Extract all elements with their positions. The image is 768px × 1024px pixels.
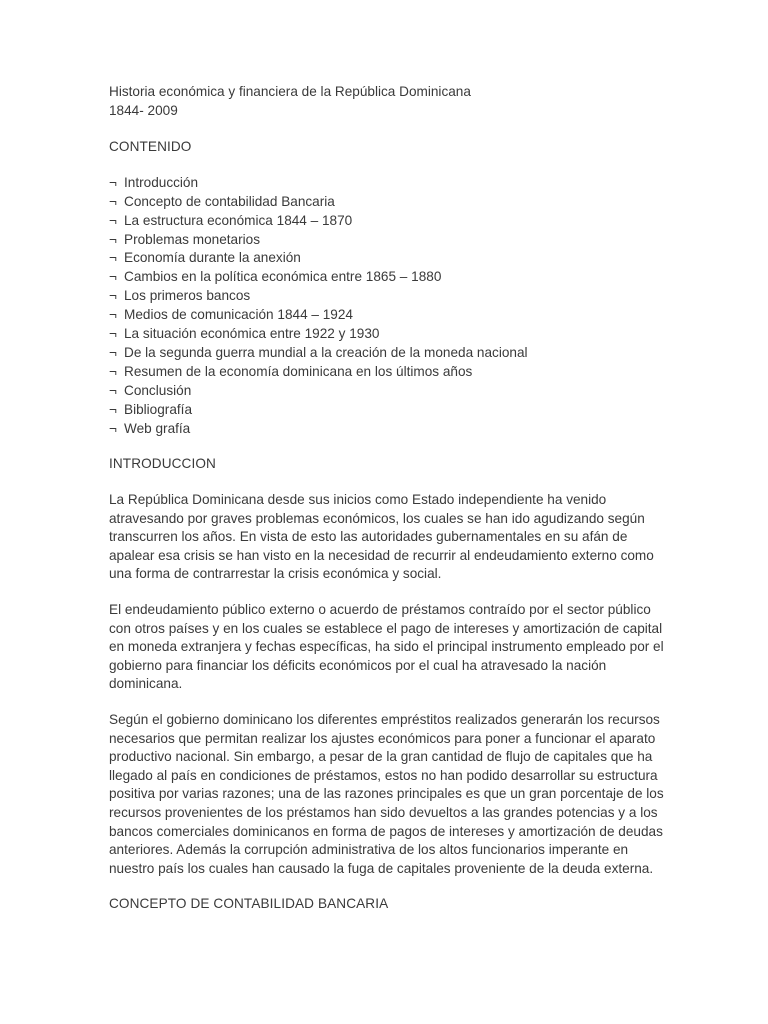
- toc-item: [109, 401, 669, 420]
- intro-paragraph-2: El endeudamiento público externo o acuerdo de préstamos contraído por el sector público con otros países y en los cuales se establece el pago de intereses y amortización de capital en moneda extranjera y fechas específicas, ha sido el principal instrumento empleado por el gobierno para financiar los déficits económicos por el cual ha atravesado la nación dominicana.: [109, 602, 664, 692]
- toc-item: [109, 174, 669, 193]
- toc-bullet: ¬: [109, 212, 117, 228]
- toc-item-label: Conclusión: [124, 382, 192, 398]
- toc-item: [109, 420, 669, 439]
- toc-item: [109, 363, 669, 382]
- document-page: [109, 83, 669, 914]
- toc-item-label: Concepto de contabilidad Bancaria: [124, 193, 335, 209]
- toc-item: [109, 287, 669, 306]
- table-of-contents: [109, 174, 669, 439]
- toc-item-label: Web grafía: [124, 420, 191, 436]
- document-years: 1844- 2009: [109, 102, 178, 118]
- introduction-heading: INTRODUCCION: [109, 456, 216, 472]
- toc-item-label: Problemas monetarios: [124, 231, 260, 247]
- toc-bullet: ¬: [109, 401, 117, 417]
- toc-item-label: Medios de comunicación 1844 – 1924: [124, 307, 353, 323]
- toc-item-label: Bibliografía: [124, 401, 193, 417]
- toc-bullet: ¬: [109, 382, 117, 398]
- toc-bullet: ¬: [109, 326, 117, 342]
- document-title: Historia económica y financiera de la República Dominicana: [109, 84, 471, 99]
- toc-item-label: La estructura económica 1844 – 1870: [124, 212, 353, 228]
- toc-bullet: ¬: [109, 231, 117, 247]
- toc-item: [109, 325, 669, 344]
- toc-item-label: Introducción: [124, 174, 199, 190]
- toc-bullet: ¬: [109, 174, 117, 190]
- toc-bullet: ¬: [109, 250, 117, 266]
- toc-item: [109, 249, 669, 268]
- contents-heading: CONTENIDO: [109, 139, 192, 155]
- toc-item: [109, 268, 669, 287]
- toc-item-label: La situación económica entre 1922 y 1930: [124, 326, 380, 342]
- toc-bullet: ¬: [109, 288, 117, 304]
- toc-bullet: ¬: [109, 344, 117, 360]
- toc-item-label: Economía durante la anexión: [124, 250, 301, 266]
- toc-item-label: Cambios en la política económica entre 1865 – 1880: [124, 269, 442, 285]
- toc-item: [109, 382, 669, 401]
- toc-item-label: De la segunda guerra mundial a la creación de la moneda nacional: [124, 344, 528, 360]
- toc-item: [109, 306, 669, 325]
- banking-accounting-heading: CONCEPTO DE CONTABILIDAD BANCARIA: [109, 896, 389, 912]
- toc-bullet: ¬: [109, 363, 117, 379]
- toc-bullet: ¬: [109, 269, 117, 285]
- toc-item: [109, 231, 669, 250]
- intro-paragraph-3: Según el gobierno dominicano los diferentes empréstitos realizados generarán los recursos necesarios que permitan realizar los ajustes económicos para poner a funcionar el aparato productivo nacional. Sin embargo, a pesar de la gran cantidad de flujo de capitales que ha llegado al país en condiciones de préstamos, estos no han podido desarrollar su estructura positiva por varias razones; una de las razones principales es que un gran porcentaje de los recursos provenientes de los préstamos han sido devueltos a las grandes potencias y a los bancos comerciales dominicanos en forma de pagos de intereses y amortización de deudas anteriores. Además la corrupción administrativa de los altos funcionarios imperante en nuestro país los cuales han causado la fuga de capitales proveniente de la deuda externa.: [109, 712, 664, 876]
- toc-item-label: Resumen de la economía dominicana en los últimos años: [124, 363, 473, 379]
- intro-paragraph-1: La República Dominicana desde sus inicios como Estado independiente ha venido atravesando por graves problemas económicos, los cuales se han ido agudizando según transcurren los años. En vista de esto las autoridades gubernamentales en su afán de apalear esa crisis se han visto en la necesidad de recurrir al endeudamiento externo como una forma de contrarrestar la crisis económica y social.: [109, 492, 654, 582]
- toc-bullet: ¬: [109, 193, 117, 209]
- toc-item: [109, 344, 669, 363]
- toc-bullet: ¬: [109, 307, 117, 323]
- toc-item: [109, 212, 669, 231]
- toc-item: [109, 193, 669, 212]
- toc-bullet: ¬: [109, 420, 117, 436]
- toc-item-label: Los primeros bancos: [124, 288, 251, 304]
